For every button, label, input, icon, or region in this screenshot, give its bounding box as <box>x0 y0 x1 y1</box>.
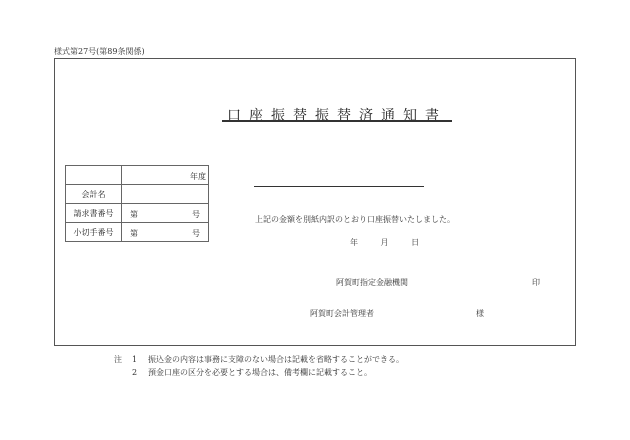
note-number: 2 <box>132 368 138 377</box>
note-item <box>114 354 404 367</box>
treasurer-honorific: 様 <box>476 309 484 318</box>
check-number-prefix: 第 <box>130 229 138 238</box>
account-name-label: 会計名 <box>66 185 122 204</box>
date-month: 月 <box>380 238 389 247</box>
date-day: 日 <box>411 238 420 247</box>
seal-mark: 印 <box>532 278 540 287</box>
check-number-field <box>122 223 209 242</box>
document-title: 口座振替振替済通知書 <box>227 108 447 124</box>
table-row <box>66 204 209 223</box>
table-row <box>66 166 209 185</box>
invoice-number-prefix: 第 <box>130 210 138 219</box>
table-row <box>66 185 209 204</box>
account-name-field <box>122 185 209 204</box>
note-item <box>114 367 404 380</box>
info-table <box>65 165 209 242</box>
fiscal-year-suffix: 年度 <box>190 172 206 181</box>
invoice-number-field <box>122 204 209 223</box>
form-reference: 様式第27号(第89条関係) <box>54 47 145 56</box>
recipient-line <box>254 186 424 187</box>
date-year: 年 <box>350 238 358 247</box>
note-text: 振込金の内容は事務に支障のない場合は記載を省略することができる。 <box>148 355 404 364</box>
note-text: 預金口座の区分を必要とする場合は、備考欄に記載すること。 <box>148 368 372 377</box>
notice-text: 上記の金額を別紙内訳のとおり口座振替いたしました。 <box>255 215 455 224</box>
bank-label: 阿賀町指定金融機関 <box>336 278 408 287</box>
table-cell-empty <box>66 166 122 185</box>
table-row <box>66 223 209 242</box>
invoice-number-label: 請求書番号 <box>66 204 122 223</box>
invoice-number-suffix: 号 <box>192 210 200 219</box>
fiscal-year-field <box>122 166 209 185</box>
treasurer-label: 阿賀町会計管理者 <box>310 309 374 318</box>
notes-head: 注 <box>114 355 122 364</box>
notes-section <box>114 354 404 380</box>
check-number-suffix: 号 <box>192 229 200 238</box>
note-number: 1 <box>132 355 138 364</box>
title-underline <box>222 120 452 122</box>
date-line <box>350 237 439 248</box>
check-number-label: 小切手番号 <box>66 223 122 242</box>
